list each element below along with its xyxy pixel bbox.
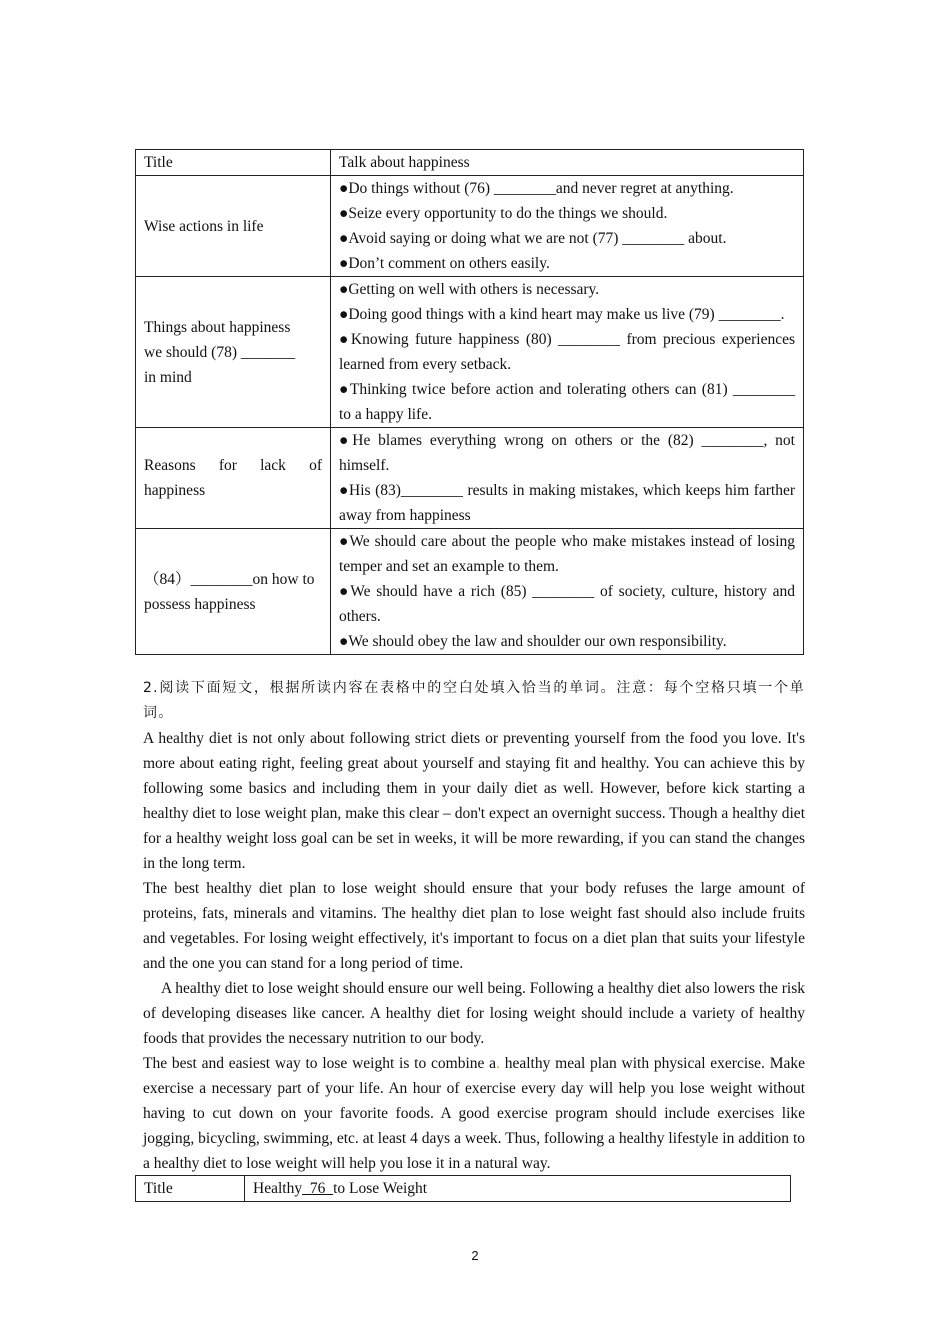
title-prefix: Healthy	[253, 1180, 303, 1197]
bullet-line: ●Thinking twice before action and tolerating others can (81) ________ to a happy life.	[339, 381, 795, 423]
happiness-table	[135, 149, 804, 655]
row-label: Title	[136, 1176, 245, 1202]
paragraph: A healthy diet to lose weight should ensure our well being. Following a healthy diet also lowers the risk of developing diseases like cancer. A healthy diet for losing weight should include a variety of healthy foods that provides the necessary nutrition to our body.	[143, 980, 805, 1047]
row-content	[331, 176, 804, 277]
row-content	[331, 277, 804, 428]
row-label: Title	[136, 150, 331, 176]
bullet-line: ●Do things without (76) ________and never regret at anything.	[339, 180, 734, 197]
bullet-line: ●We should care about the people who make mistakes instead of losing temper and set an example to them.	[339, 533, 795, 575]
bullet-line: ●Getting on well with others is necessary.	[339, 281, 600, 298]
marker-dot: .	[496, 1055, 500, 1072]
table-row	[136, 529, 804, 655]
answer-table	[135, 1175, 791, 1202]
row-label	[136, 277, 331, 428]
row-label: （84）________on how to possess happiness	[136, 529, 331, 655]
table-row	[136, 176, 804, 277]
label-line: in mind	[144, 368, 192, 386]
table-row	[136, 277, 804, 428]
bullet-line: ●We should have a rich (85) ________ of society, culture, history and others.	[339, 583, 795, 625]
paragraph-start: The best and easiest way to lose weight is to combine a	[143, 1055, 497, 1072]
paragraph-rest: healthy meal plan with physical exercise. Make exercise a necessary part of your life. An hour of exercise every day will help you lose weight without having to cut down on your favorite foods. A good exercise program should include exercises like jogging, bicycling, swimming, etc. at least 4 days a week. Thus, following a healthy lifestyle in addition to a healthy diet to lose weight will help you lose it in a natural way.	[143, 1055, 806, 1172]
blank-76: 76	[302, 1180, 334, 1197]
table-row	[136, 1176, 791, 1202]
row-label: Wise actions in life	[136, 176, 331, 277]
row-content	[331, 150, 804, 176]
label-line: we should (78) _______	[144, 343, 296, 361]
bullet-line: ●Knowing future happiness (80) ________ from precious experiences learned from every setback.	[339, 331, 795, 373]
bullet-line: ●He blames everything wrong on others or the (82) ________, not himself.	[339, 432, 795, 474]
bullet-line: ●His (83)________ results in making mistakes, which keeps him farther away from happiness	[339, 482, 795, 524]
row-content	[331, 428, 804, 529]
bullet-line: ●Doing good things with a kind heart may make us live (79) ________.	[339, 306, 785, 323]
paragraph	[143, 1051, 805, 1176]
bullet-line: Talk about happiness	[339, 154, 470, 171]
table-row	[136, 428, 804, 529]
label-line: Things about happiness	[144, 318, 291, 336]
reading-passage	[143, 676, 805, 1176]
bullet-line: ●Avoid saying or doing what we are not (77) ________ about.	[339, 230, 727, 247]
title-suffix: to Lose Weight	[333, 1180, 428, 1197]
bullet-line: ●Seize every opportunity to do the things we should.	[339, 205, 668, 222]
question-instruction: 2.阅读下面短文，根据所读内容在表格中的空白处填入恰当的单词。注意：每个空格只填一个单词。	[143, 680, 805, 721]
row-content	[331, 529, 804, 655]
bullet-line: ●We should obey the law and shoulder our own responsibility.	[339, 633, 727, 650]
paragraph: A healthy diet is not only about following strict diets or preventing yourself from the food you love. It's more about eating right, feeling great about yourself and staying fit and healthy. You can achieve this by following some basics and including them in your daily diet as well. However, before kick starting a healthy diet to lose weight plan, make this clear – don't expect an overnight success. Though a healthy diet for a healthy weight loss goal can be set in weeks, it will be more rewarding, if you can stand the changes in the long term.	[143, 730, 805, 872]
row-content	[245, 1176, 791, 1202]
page-number: 2	[471, 1248, 479, 1263]
row-label: Reasons for lack of happiness	[136, 428, 331, 529]
table-row	[136, 150, 804, 176]
bullet-line: ●Don’t comment on others easily.	[339, 255, 550, 272]
paragraph: The best healthy diet plan to lose weight should ensure that your body refuses the large amount of proteins, fats, minerals and vitamins. The healthy diet plan to lose weight fast should also include fruits and vegetables. For losing weight effectively, it's important to focus on a diet plan that suits your lifestyle and the one you can stand for a long period of time.	[143, 880, 805, 972]
